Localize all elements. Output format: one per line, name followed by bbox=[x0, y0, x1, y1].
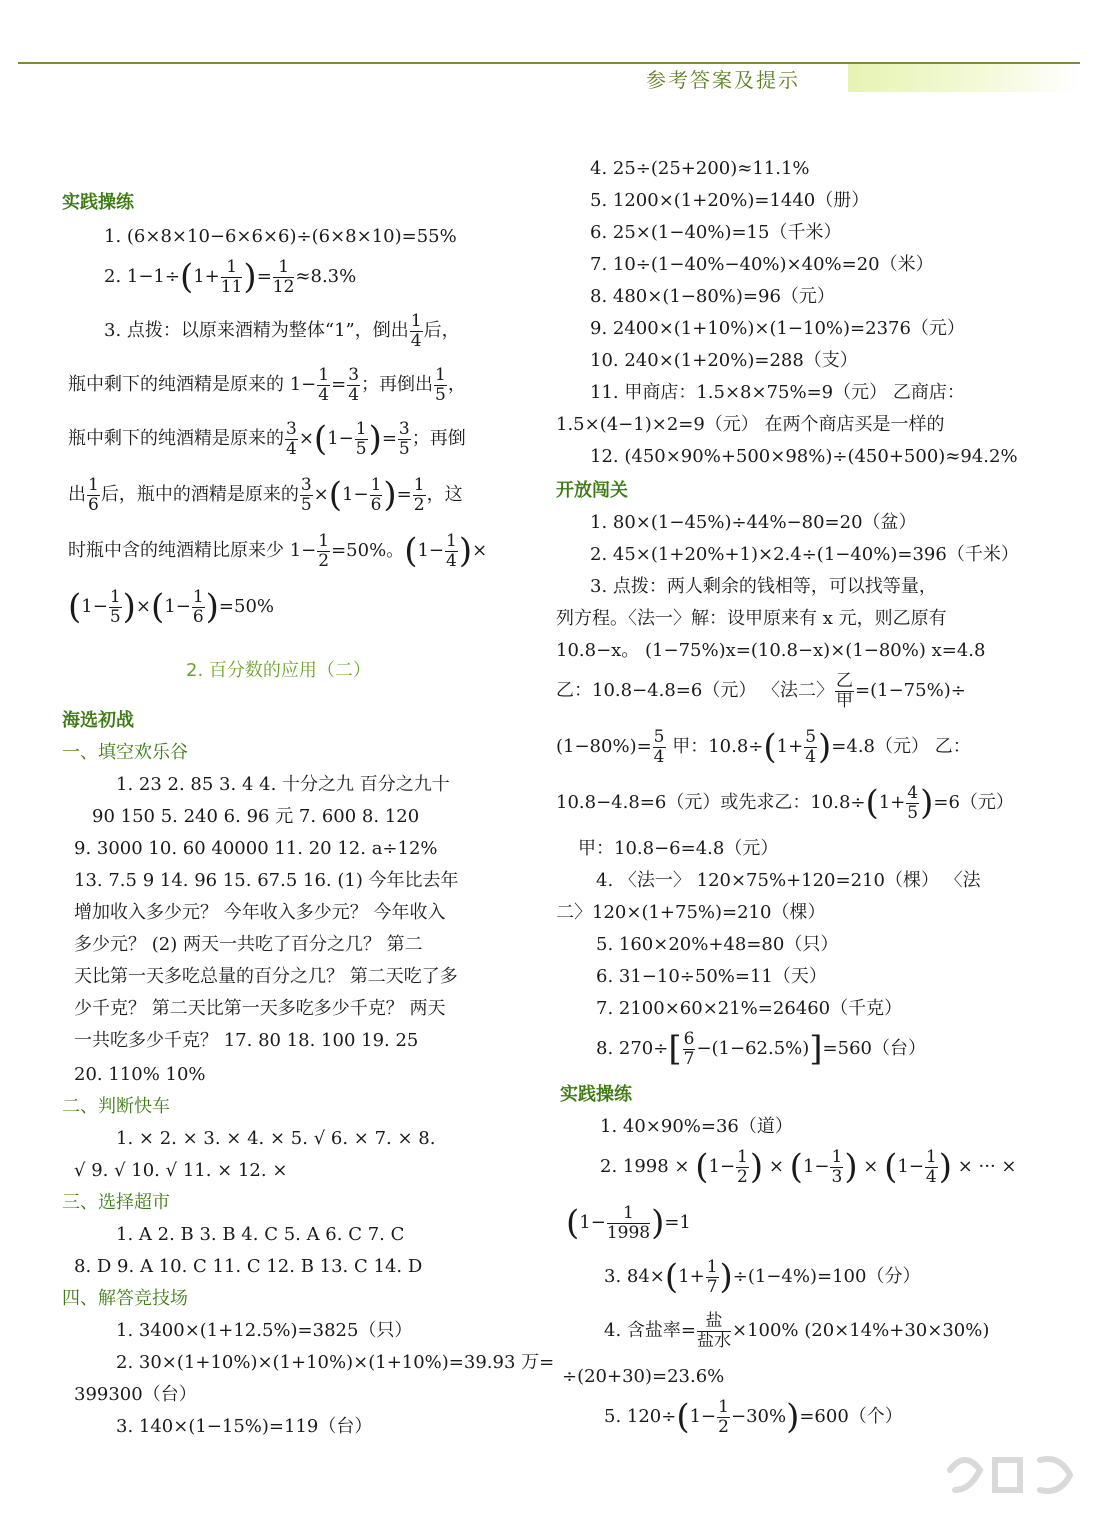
answer-line: 6. 25×(1−40%)=15（千米） bbox=[590, 222, 842, 243]
answer-line: 4. 〈法一〉 120×75%+120=210（棵） 〈法 bbox=[596, 870, 981, 891]
answer-line: 1. 40×90%=36（道） bbox=[600, 1116, 793, 1137]
answer-line: 瓶中剩下的纯酒精是原来的 1− $\frac{1}{4}$ = $\frac{3}{4}$ ；再倒出 $\frac{1}{5}$ ， bbox=[68, 364, 466, 405]
fraction: 盐 盐水 bbox=[696, 1310, 731, 1351]
answer-line: 一共吃多少千克？ 17. 80 18. 100 19. 25 bbox=[74, 1030, 419, 1051]
answer-line: 11. 甲商店：1.5×8×75%=9（元） 乙商店： bbox=[590, 382, 965, 403]
answer-line: 4. 含盐率= 盐 盐水 ×100% (20×14%+30×30%) bbox=[604, 1310, 990, 1351]
fraction: $\frac{3}{5}$ bbox=[300, 474, 312, 515]
answer-line: ÷(20+30)=23.6% bbox=[562, 1366, 725, 1387]
fraction: $\frac{4}{5}$ bbox=[907, 782, 919, 823]
section-heading: 开放闯关 bbox=[556, 480, 628, 501]
section-heading: 实践操练 bbox=[560, 1084, 632, 1105]
fraction: $\frac{1}{5}$ bbox=[109, 586, 121, 627]
answer-line: 20. 110% 10% bbox=[74, 1064, 206, 1085]
answer-line: 6. 31−10÷50%=11（天） bbox=[596, 966, 827, 987]
fraction: $\frac{1}{4}$ bbox=[318, 364, 330, 405]
answer-line: 3. 84×(1+ $\frac{1}{7}$ )÷(1−4%)=100（分） bbox=[604, 1256, 921, 1297]
answer-line: 增加收入多少元？ 今年收入多少元？ 今年收入 bbox=[74, 902, 446, 923]
fraction: $\frac{1}{12}$ bbox=[272, 256, 295, 297]
answer-line: 瓶中剩下的纯酒精是原来的 $\frac{3}{4}$ ×(1− $\frac{1}{5}$ )= $\frac{3}{5}$ ；再倒 bbox=[68, 418, 466, 459]
answer-line: 8. 270÷[ $\frac{6}{7}$ −(1−62.5%)]=560（台） bbox=[596, 1028, 926, 1069]
answer-line: 1. × 2. × 3. × 4. × 5. √ 6. × 7. × 8. bbox=[116, 1128, 436, 1149]
fraction: $\frac{6}{7}$ bbox=[683, 1028, 695, 1069]
answer-line: 少千克？ 第二天比第一天多吃多少千克？ 两天 bbox=[74, 998, 446, 1019]
answer-line: 13. 7.5 9 14. 96 15. 67.5 16. (1) 今年比去年 bbox=[74, 870, 459, 891]
subsection-heading: 一、填空欢乐谷 bbox=[62, 742, 188, 763]
header-decoration bbox=[848, 64, 1080, 92]
answer-line: 5. 160×20%+48=80（只） bbox=[596, 934, 839, 955]
fraction: $\frac{1}{5}$ bbox=[355, 418, 367, 459]
answer-line: 1. (6×8×10−6×6×6)÷(6×8×10)=55% bbox=[104, 226, 457, 247]
answer-line: 1. 3400×(1+12.5%)=3825（只） bbox=[116, 1320, 413, 1341]
fraction: $\frac{5}{4}$ bbox=[653, 726, 665, 767]
answer-line: 1.5×(4−1)×2=9（元） 在两个商店买是一样的 bbox=[556, 414, 945, 435]
fraction: $\frac{1}{2}$ bbox=[413, 474, 425, 515]
answer-line: 2. 45×(1+20%+1)×2.4÷(1−40%)=396（千米） bbox=[590, 544, 1019, 565]
answer-line: 3. 点拨：两人剩余的钱相等，可以找等量， bbox=[590, 576, 937, 597]
answer-line: 8. 480×(1−80%)=96（元） bbox=[590, 286, 835, 307]
answer-line: 2. 1−1÷(1+ $\frac{1}{11}$ )= $\frac{1}{12}$ ≈8.3% bbox=[104, 256, 357, 297]
answer-line: 4. 25÷(25+200)≈11.1% bbox=[590, 158, 810, 179]
fraction: $\frac{1}{1998}$ bbox=[606, 1202, 651, 1243]
fraction: $\frac{1}{6}$ bbox=[88, 474, 99, 515]
answer-line: 时瓶中含的纯酒精比原来少 1− $\frac{1}{2}$ =50%。(1− $\frac{1}{4}$ )× bbox=[68, 530, 488, 571]
fraction: $\frac{1}{6}$ bbox=[370, 474, 382, 515]
chapter-title: 2. 百分数的应用（二） bbox=[186, 660, 371, 681]
answer-line: 10. 240×(1+20%)=288（支） bbox=[590, 350, 858, 371]
answer-line: 12. (450×90%+500×98%)÷(450+500)≈94.2% bbox=[590, 446, 1018, 467]
answer-line: (1−80%)= $\frac{5}{4}$ 甲：10.8÷(1+ $\frac{5}{4}$ )=4.8（元） 乙： bbox=[556, 726, 971, 767]
answer-line: 9. 3000 10. 60 40000 11. 20 12. a÷12% bbox=[74, 838, 438, 859]
answer-line: 二〉120×(1+75%)=210（棵） bbox=[556, 902, 826, 923]
answer-line: 1. 23 2. 85 3. 4 4. 十分之九 百分之九十 bbox=[116, 774, 450, 795]
answer-line: 10.8−x。 (1−75%)x=(10.8−x)×(1−80%) x=4.8 bbox=[556, 640, 986, 661]
subsection-heading: 三、选择超市 bbox=[62, 1192, 170, 1213]
answer-line: 8. D 9. A 10. C 11. C 12. B 13. C 14. D bbox=[74, 1256, 423, 1277]
answer-line: 甲：10.8−6=4.8（元） bbox=[578, 838, 779, 859]
fraction: $\frac{1}{2}$ bbox=[737, 1146, 748, 1187]
fraction: $\frac{5}{4}$ bbox=[805, 726, 817, 767]
section-heading: 海选初战 bbox=[62, 710, 134, 731]
answer-line: 3. 点拨：以原来酒精为整体“1”，倒出 $\frac{1}{4}$ 后， bbox=[104, 310, 460, 351]
answer-line: 2. 1998 × (1− $\frac{1}{2}$ ) × (1− $\frac{1}{3}$ ) × (1− $\frac{1}{4}$ ) × ··· × bbox=[600, 1146, 1017, 1187]
fraction: $\frac{1}{2}$ bbox=[718, 1396, 729, 1437]
answer-line: 7. 2100×60×21%=26460（千克） bbox=[596, 998, 903, 1019]
subsection-heading: 四、解答竞技场 bbox=[62, 1288, 188, 1309]
fraction: $\frac{1}{5}$ bbox=[435, 364, 446, 405]
answer-line: 10.8−4.8=6（元）或先求乙：10.8÷(1+ $\frac{4}{5}$ )=6（元） bbox=[556, 782, 1014, 823]
header-title: 参考答案及提示 bbox=[646, 68, 800, 92]
fraction: $\frac{3}{4}$ bbox=[348, 364, 360, 405]
fraction: $\frac{1}{4}$ bbox=[925, 1146, 937, 1187]
fraction: $\frac{1}{4}$ bbox=[410, 310, 422, 351]
answer-line: 1. A 2. B 3. B 4. C 5. A 6. C 7. C bbox=[116, 1224, 405, 1245]
answer-line: (1− $\frac{1}{1998}$ )=1 bbox=[566, 1202, 691, 1243]
answer-line: 1. 80×(1−45%)÷44%−80=20（盆） bbox=[590, 512, 917, 533]
section-heading: 实践操练 bbox=[62, 192, 134, 213]
answer-line: 5. 120÷(1− $\frac{1}{2}$ −30%)=600（个） bbox=[604, 1396, 903, 1437]
fraction: $\frac{3}{5}$ bbox=[398, 418, 410, 459]
answer-line: 5. 1200×(1+20%)=1440（册） bbox=[590, 190, 870, 211]
answer-line: 7. 10÷(1−40%−40%)×40%=20（米） bbox=[590, 254, 934, 275]
answer-line: 多少元？ (2) 两天一共吃了百分之几？ 第二 bbox=[74, 934, 423, 955]
fraction: $\frac{1}{7}$ bbox=[706, 1256, 718, 1297]
subsection-heading: 二、判断快车 bbox=[62, 1096, 170, 1117]
answer-line: 天比第一天多吃总量的百分之几？ 第二天吃了多 bbox=[74, 966, 458, 987]
answer-line: 乙：10.8−4.8=6（元） 〈法二〉 乙 甲 =(1−75%)÷ bbox=[556, 670, 966, 711]
fraction: $\frac{1}{4}$ bbox=[446, 530, 457, 571]
answer-line: 列方程。〈法一〉解：设甲原来有 x 元，则乙原有 bbox=[556, 608, 947, 629]
answer-line: (1− $\frac{1}{5}$ )×(1− $\frac{1}{6}$ )=50% bbox=[68, 586, 274, 627]
answer-line: 3. 140×(1−15%)=119（台） bbox=[116, 1416, 373, 1437]
answer-line: √ 9. √ 10. √ 11. × 12. × bbox=[74, 1160, 288, 1181]
fraction: $\frac{3}{4}$ bbox=[286, 418, 297, 459]
answer-line: 2. 30×(1+10%)×(1+10%)×(1+10%)=39.93 万= bbox=[116, 1352, 555, 1373]
answer-line: 出 $\frac{1}{6}$ 后，瓶中的酒精是原来的 $\frac{3}{5}$ ×(1− $\frac{1}{6}$ )= $\frac{1}{2}$ ，这 bbox=[68, 474, 463, 515]
answer-line: 9. 2400×(1+10%)×(1−10%)=2376（元） bbox=[590, 318, 965, 339]
fraction: $\frac{1}{6}$ bbox=[192, 586, 204, 627]
fraction: $\frac{1}{3}$ bbox=[831, 1146, 843, 1187]
fraction: $\frac{1}{11}$ bbox=[220, 256, 243, 297]
fraction: 乙 甲 bbox=[836, 670, 854, 711]
answer-line: 399300（台） bbox=[74, 1384, 197, 1405]
answer-line: 90 150 5. 240 6. 96 元 7. 600 8. 120 bbox=[92, 806, 420, 827]
fraction: $\frac{1}{2}$ bbox=[318, 530, 330, 571]
watermark-logo bbox=[940, 1440, 1090, 1530]
